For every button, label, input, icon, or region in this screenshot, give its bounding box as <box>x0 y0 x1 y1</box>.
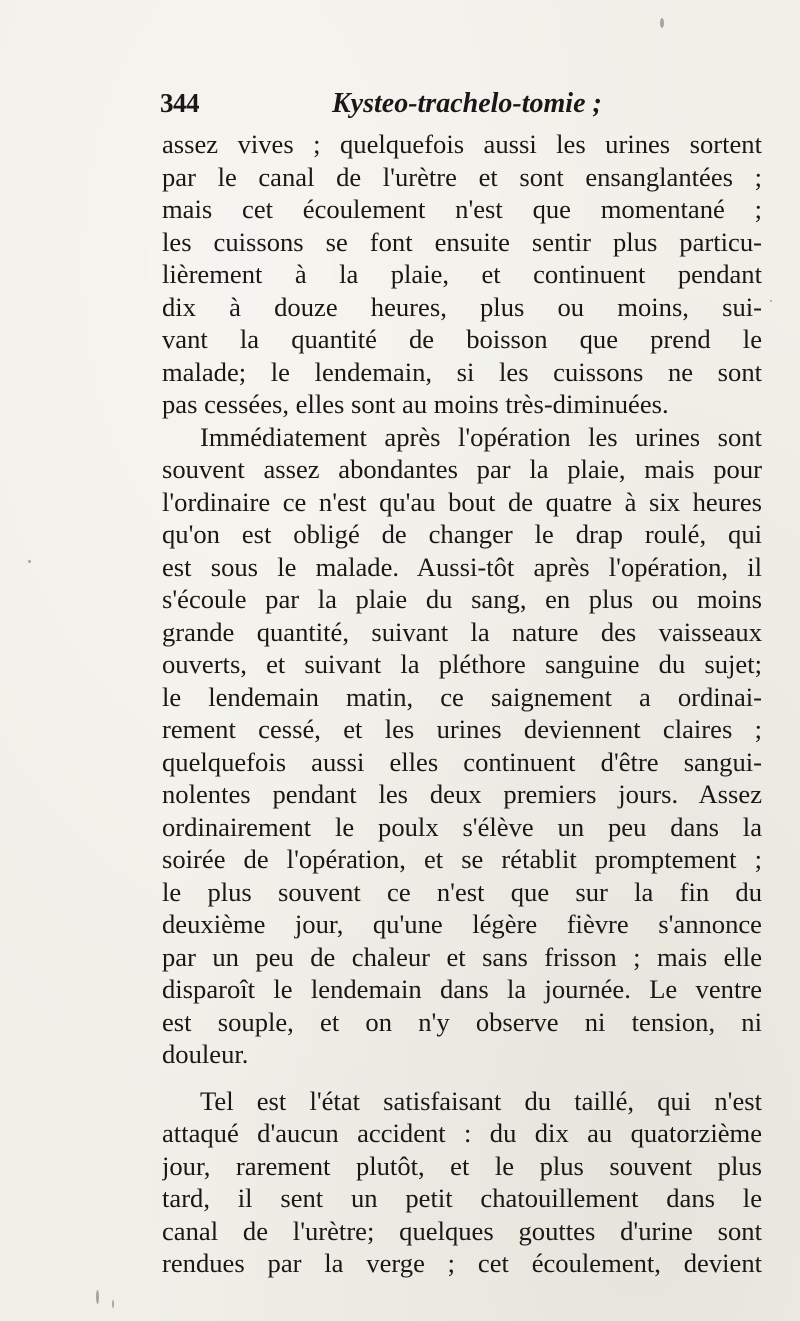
paper-speck <box>660 18 664 28</box>
text-line: par un peu de chaleur et sans frisson ; mais elle <box>162 941 762 972</box>
paragraph-1 <box>162 128 762 421</box>
text-line: assez vives ; quelquefois aussi les urines sortent <box>162 129 762 159</box>
body-text <box>162 128 762 1280</box>
paragraph-spacer <box>162 1071 762 1085</box>
text-line: pas cessées, elles sont au moins très-diminuées. <box>162 389 669 419</box>
text-line: Tel est l'état satisfaisant du taillé, qui n'est <box>200 1085 762 1116</box>
text-line: canal de l'urètre; quelques gouttes d'urine sont <box>162 1215 762 1246</box>
text-line: l'ordinaire ce n'est qu'au bout de quatre à six heures <box>162 486 762 517</box>
paragraph-2 <box>162 421 762 1071</box>
text-line: rendues par la verge ; cet écoulement, devient <box>162 1248 762 1278</box>
paper-speck <box>770 300 772 302</box>
text-line: jour, rarement plutôt, et le plus souvent plus <box>162 1150 762 1181</box>
text-line: grande quantité, suivant la nature des vaisseaux <box>162 616 762 647</box>
paper-speck <box>28 560 31 563</box>
text-line: soirée de l'opération, et se rétablit promptement ; <box>162 844 762 874</box>
text-line: malade; le lendemain, si les cuissons ne sont <box>162 356 762 387</box>
page-number: 344 <box>160 88 199 118</box>
text-line: s'écoule par la plaie du sang, en plus ou moins <box>162 584 762 614</box>
paper-speck <box>112 1300 114 1308</box>
text-line: dix à douze heures, plus ou moins, sui- <box>162 291 762 322</box>
text-line: deuxième jour, qu'une légère fièvre s'annonce <box>162 909 762 939</box>
text-line: le plus souvent ce n'est que sur la fin du <box>162 876 762 907</box>
paragraph-3 <box>162 1085 762 1280</box>
text-line: disparoît le lendemain dans la journée. Le ventre <box>162 974 762 1004</box>
text-line: quelquefois aussi elles continuent d'être sangui- <box>162 746 762 777</box>
text-line: rement cessé, et les urines deviennent claires ; <box>162 714 762 744</box>
text-line: attaqué d'aucun accident : du dix au quatorzième <box>162 1118 762 1148</box>
text-line: ouverts, et suivant la pléthore sanguine du sujet; <box>162 649 762 679</box>
text-line: tard, il sent un petit chatouillement dans le <box>162 1183 762 1213</box>
running-title: Kysteo-trachelo-tomie ; <box>332 88 602 119</box>
text-line: vant la quantité de boisson que prend le <box>162 324 762 354</box>
text-line: nolentes pendant les deux premiers jours. Assez <box>162 779 762 809</box>
text-line: le lendemain matin, ce saignement a ordinai- <box>162 681 762 712</box>
paper-speck <box>96 1290 99 1304</box>
page-header <box>160 88 720 128</box>
text-line: est souple, et on n'y observe ni tension, ni <box>162 1006 762 1037</box>
text-line: douleur. <box>162 1039 249 1069</box>
text-line: par le canal de l'urètre et sont ensanglantées ; <box>162 161 762 192</box>
text-line: qu'on est obligé de changer le drap roulé, qui <box>162 519 762 549</box>
text-line: souvent assez abondantes par la plaie, mais pour <box>162 454 762 484</box>
text-line: est sous le malade. Aussi-tôt après l'opération, il <box>162 551 762 582</box>
text-line: ordinairement le poulx s'élève un peu dans la <box>162 811 762 842</box>
text-line: lièrement à la plaie, et continuent pendant <box>162 259 762 289</box>
text-line: les cuissons se font ensuite sentir plus particu- <box>162 226 762 257</box>
text-line: Immédiatement après l'opération les urines sont <box>200 421 762 452</box>
text-line: mais cet écoulement n'est que momentané ; <box>162 194 762 224</box>
